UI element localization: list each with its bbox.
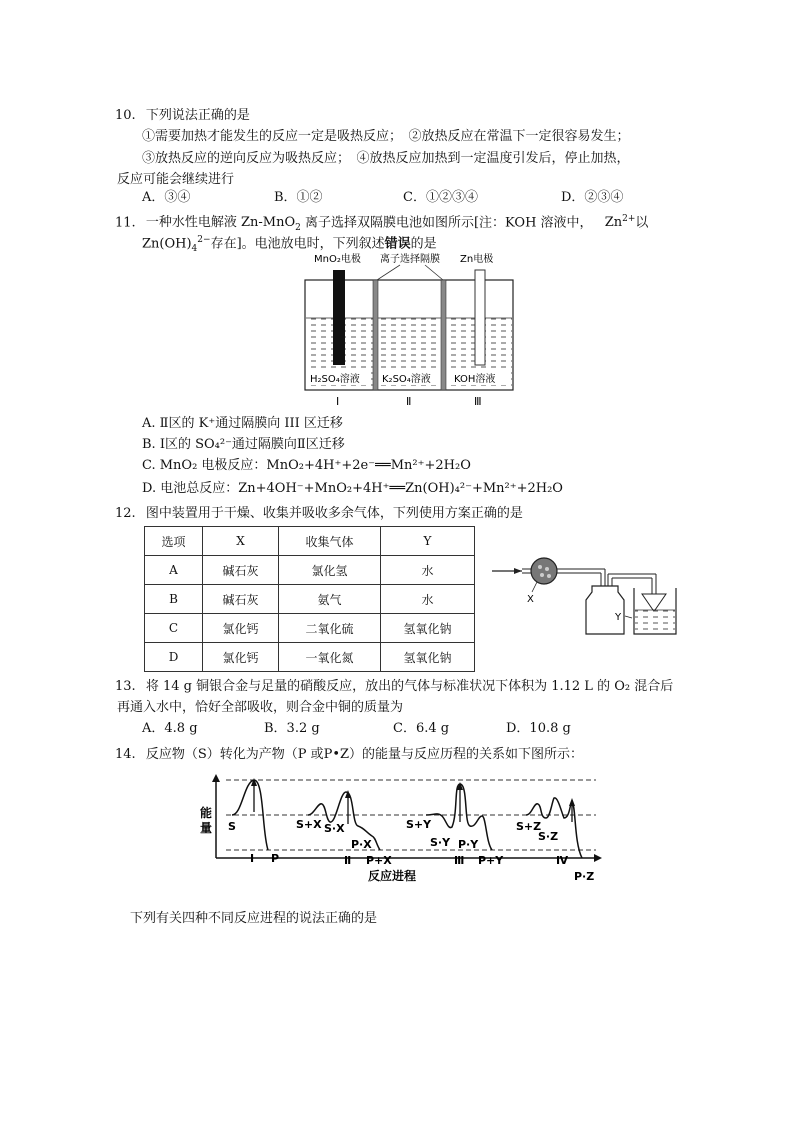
- q11-solution-1: H₂SO₄溶液: [310, 374, 360, 385]
- q14-label-s-x: S·X: [324, 822, 345, 835]
- q13-stem-2: 再通入水中，恰好全部吸收，则合金中铜的质量为: [117, 700, 404, 715]
- q11-option-d[interactable]: D. 电池总反应：Zn+4OH⁻+MnO₂+4H⁺══Zn(OH)₄²⁻+Mn²⁺+2H₂O: [142, 481, 563, 496]
- q14-label-r2: Ⅱ: [344, 854, 352, 867]
- q11-battery-diagram: [300, 250, 530, 410]
- q14-label-sx: S+X: [296, 818, 322, 831]
- q13-stem: [115, 679, 673, 695]
- q14-xlabel: 反应进程: [368, 869, 417, 883]
- q13-number: 13.: [115, 679, 136, 694]
- table-header: X: [203, 527, 279, 556]
- q14-stem: [115, 747, 583, 763]
- q14-energy-diagram: [196, 772, 616, 887]
- q14-label-sy: S+Y: [406, 818, 432, 831]
- q13-option-d[interactable]: D．10.8 g: [506, 721, 571, 736]
- q11-solution-3: KOH溶液: [454, 374, 496, 385]
- q12-drying-tube: [531, 558, 557, 584]
- table-cell: D: [145, 643, 203, 672]
- table-cell: 水: [381, 585, 475, 614]
- q11-membrane-left: [373, 280, 378, 390]
- q11-zone-2: Ⅱ: [406, 395, 412, 408]
- q10-option-d[interactable]: D．②③④: [561, 190, 624, 205]
- q14-label-py: P+Y: [478, 854, 504, 867]
- q14-label-p-y: P·Y: [458, 838, 479, 851]
- table-cell: 氯化钙: [203, 614, 279, 643]
- table-row[interactable]: [145, 585, 475, 614]
- q10-option-b[interactable]: B．①②: [274, 190, 323, 205]
- q11-mno2-electrode: [333, 270, 345, 365]
- q12-number: 12.: [115, 506, 136, 521]
- q12-label-x: X: [527, 594, 534, 605]
- q14-label-s-y: S·Y: [430, 836, 451, 849]
- q11-label-mno2: MnO₂电极: [314, 254, 361, 265]
- q14-label-r3: Ⅲ: [454, 854, 465, 867]
- table-cell: 氢氧化钠: [381, 643, 475, 672]
- q12-label-y: Y: [615, 612, 622, 623]
- table-cell: 氯化钙: [203, 643, 279, 672]
- q14-label-s: S: [228, 820, 236, 833]
- q12-table: [144, 526, 475, 672]
- q14-label-r1: Ⅰ: [250, 852, 255, 865]
- q10-number: 10.: [115, 108, 136, 123]
- q10-statement-1: ①需要加热才能发生的反应一定是吸热反应； ②放热反应在常温下一定很容易发生；: [142, 129, 630, 144]
- q10-stem-text: 下列说法正确的是: [145, 108, 250, 123]
- q10-statement-3: 反应可能会继续进行: [117, 172, 235, 187]
- q11-zone-1: Ⅰ: [336, 395, 340, 408]
- table-header: Y: [381, 527, 475, 556]
- q12-stem-text: 图中装置用于干燥、收集并吸收多余气体，下列使用方案正确的是: [145, 506, 523, 521]
- table-row[interactable]: [145, 556, 475, 585]
- q14-label-p-x: P·X: [351, 838, 372, 851]
- q11-stem-a: 一种水性电解液 Zn-MnO: [145, 215, 296, 231]
- q13-option-a[interactable]: A．4.8 g: [142, 721, 198, 736]
- q11-zn-electrode: [475, 270, 485, 365]
- q10-option-c[interactable]: C．①②③④: [403, 190, 478, 205]
- q14-ylabel-1: 能: [200, 806, 213, 820]
- q11-label-membrane: 离子选择隔膜: [380, 254, 440, 265]
- q12-funnel: [642, 594, 666, 610]
- q14-label-px: P+X: [366, 854, 392, 867]
- table-cell: C: [145, 614, 203, 643]
- q10-stem: [115, 108, 250, 124]
- table-cell: 氢氧化钠: [381, 614, 475, 643]
- q12-apparatus-diagram: [492, 548, 682, 638]
- q11-stem2-a: Zn(OH): [142, 236, 192, 252]
- q11-stem-b: 离子选择双隔膜电池如图所示[注：KOH 溶液中，: [300, 215, 593, 231]
- q11-option-c[interactable]: C. MnO₂ 电极反应：MnO₂+4H⁺+2e⁻══Mn²⁺+2H₂O: [142, 458, 471, 473]
- table-header: 选项: [145, 527, 203, 556]
- q11-stem2-bold: 错误: [384, 236, 411, 252]
- table-cell: 二氧化硫: [279, 614, 381, 643]
- q11-option-b[interactable]: B. Ⅰ区的 SO₄²⁻通过隔膜向Ⅱ区迁移: [142, 437, 345, 452]
- q14-label-s-z: S·Z: [538, 830, 559, 843]
- q14-label-p-z: P·Z: [574, 870, 595, 883]
- q10-statement-2: ③放热反应的逆向反应为吸热反应； ④放热反应加热到一定温度引发后，停止加热，: [142, 151, 630, 166]
- q12-gas-bottle: [586, 586, 624, 634]
- q11-stem: 11. 一种水性电解液 Zn-MnO$_2$ 离子选择双隔膜电池如图所示[注：KOH 溶液中， $Zn^{2+}$以: [115, 214, 649, 233]
- q11-number: 11.: [115, 215, 136, 231]
- q10-option-a[interactable]: A．③④: [142, 190, 191, 205]
- table-cell: B: [145, 585, 203, 614]
- table-cell: 一氧化氮: [279, 643, 381, 672]
- q14-follow-up: 下列有关四种不同反应进程的说法正确的是: [130, 911, 378, 926]
- q13-stem-a: 将 14 g 铜银合金与足量的硝酸反应，放出的气体与标准状况下体积为 1.12 L 的 O₂ 混合后: [145, 679, 674, 694]
- table-row[interactable]: [145, 643, 475, 672]
- q11-zone-3: Ⅲ: [474, 395, 482, 408]
- table-cell: 氨气: [279, 585, 381, 614]
- q11-solution-2: K₂SO₄溶液: [382, 374, 431, 385]
- q11-membrane-right: [441, 280, 446, 390]
- table-cell: 水: [381, 556, 475, 585]
- q13-option-c[interactable]: C．6.4 g: [393, 721, 450, 736]
- table-header-row: [145, 527, 475, 556]
- q14-label-sz: S+Z: [516, 820, 542, 833]
- table-cell: 氯化氢: [279, 556, 381, 585]
- q11-stem-d: 以: [635, 215, 649, 231]
- q14-number: 14.: [115, 747, 136, 762]
- q11-stem-2: $Zn(OH)_4^{2-}$存在]。电池放电时，下列叙述错误的是: [142, 235, 437, 254]
- q11-option-a[interactable]: A. Ⅱ区的 K⁺通过隔膜向 III 区迁移: [142, 416, 343, 431]
- q13-option-b[interactable]: B．3.2 g: [264, 721, 320, 736]
- q11-stem-c: Zn: [604, 215, 623, 231]
- table-header: 收集气体: [279, 527, 381, 556]
- q11-stem2-b: 存在]。电池放电时，下列叙述: [210, 236, 385, 252]
- table-row[interactable]: [145, 614, 475, 643]
- q14-label-r4: Ⅳ: [556, 854, 569, 867]
- q12-stem: [115, 506, 523, 522]
- q14-label-p: P: [271, 852, 280, 865]
- table-cell: 碱石灰: [203, 556, 279, 585]
- table-cell: A: [145, 556, 203, 585]
- table-cell: 碱石灰: [203, 585, 279, 614]
- q14-ylabel-2: 量: [200, 821, 213, 835]
- q11-stem2-c: 的是: [410, 236, 437, 252]
- q11-label-zn: Zn电极: [460, 254, 494, 265]
- q14-stem-text: 反应物（S）转化为产物（P 或P•Z）的能量与反应历程的关系如下图所示：: [145, 747, 584, 762]
